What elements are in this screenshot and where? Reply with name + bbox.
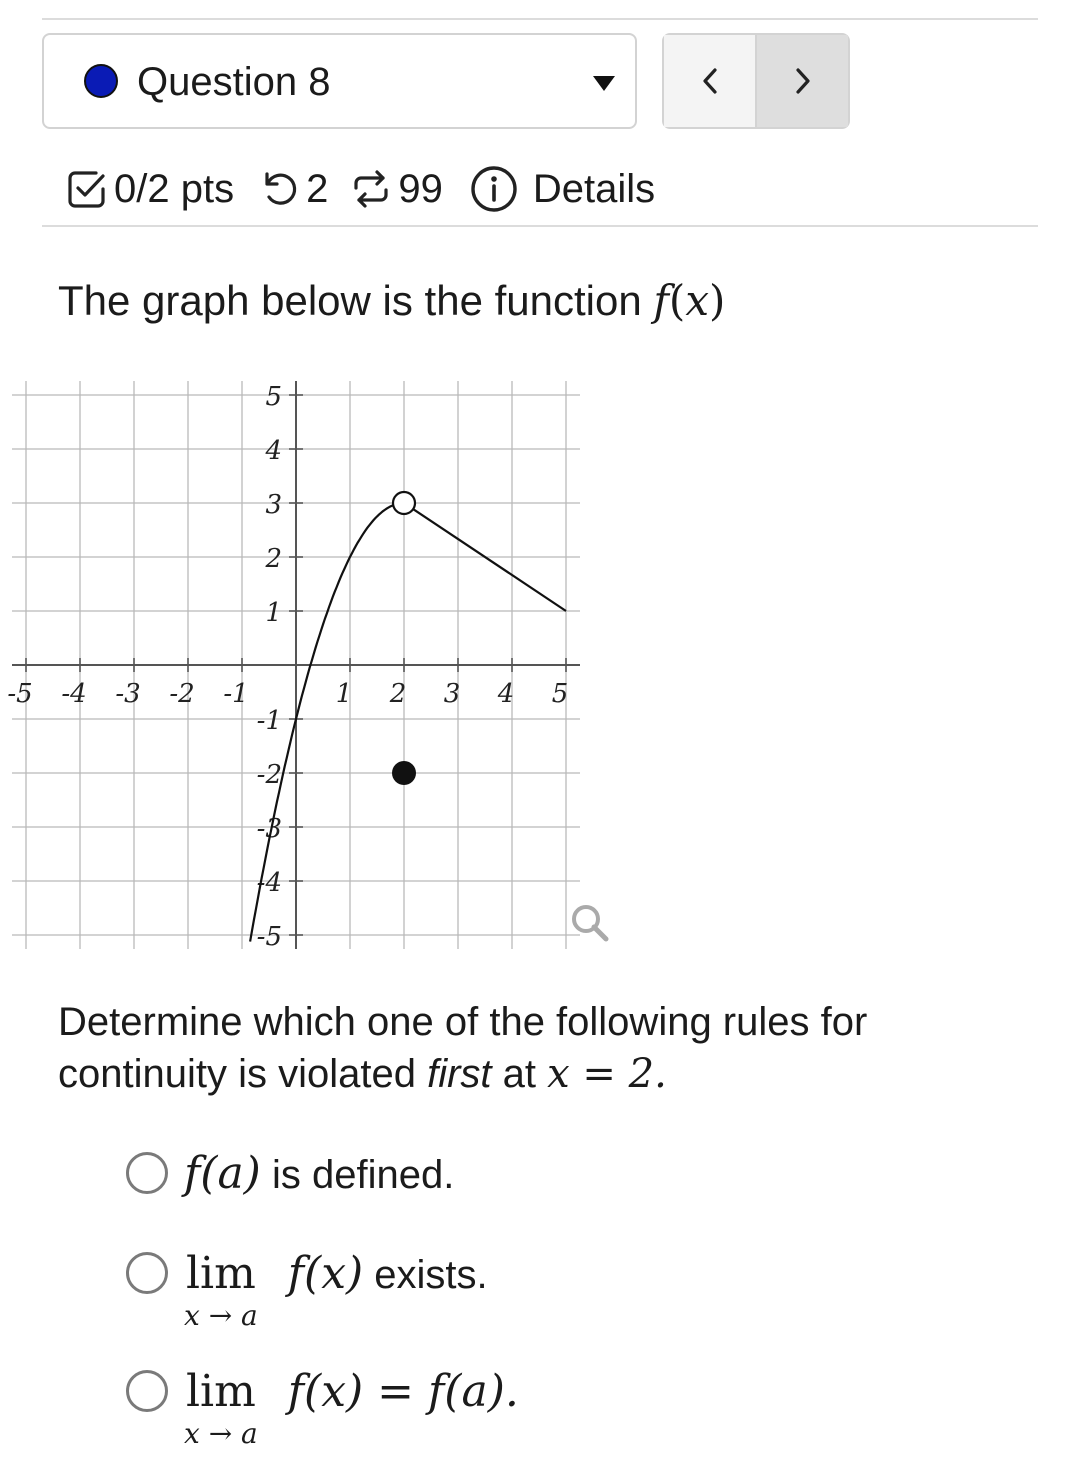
y-tick-label: 1 (265, 598, 282, 628)
option-limit-equals-value[interactable] (126, 1366, 519, 1450)
x-tick-label: 3 (443, 679, 461, 709)
zoom-icon[interactable] (574, 907, 606, 939)
function-graph[interactable] (7, 375, 630, 955)
x-tick-label: 5 (551, 679, 569, 709)
graph-tick-labels (7, 382, 568, 952)
question-prompt: The graph below is the function f(x) (58, 276, 726, 325)
x-tick-label: 1 (335, 679, 353, 709)
open-point (393, 492, 415, 514)
radio-button[interactable] (126, 1252, 168, 1294)
prompt-text: The graph below is the function (58, 277, 654, 324)
prompt-function-name: f (653, 276, 669, 325)
option-1-label: is defined. (260, 1153, 455, 1197)
attempts-icon (350, 168, 392, 210)
x-tick-label: -1 (223, 679, 249, 709)
instructions-emphasis: first (427, 1052, 492, 1096)
instructions (58, 996, 1018, 1100)
chevron-left-icon (698, 65, 722, 97)
top-divider (42, 18, 1038, 20)
limit-word: lim (185, 1248, 256, 1299)
x-tick-label: -5 (7, 679, 33, 709)
y-tick-label: -2 (256, 760, 282, 790)
retries-count: 2 (306, 166, 329, 211)
prompt-variable: x (685, 276, 709, 325)
y-tick-label: 4 (265, 436, 282, 466)
checkbox-icon (66, 168, 108, 210)
question-status-dot (84, 64, 118, 98)
retry-icon (260, 169, 300, 209)
chevron-right-icon (791, 65, 815, 97)
limit-operator (184, 1248, 258, 1332)
instructions-text-after: at (491, 1052, 548, 1096)
option-1-expression: f(a) (184, 1148, 261, 1199)
graph-curves (250, 503, 566, 942)
y-tick-label: 2 (265, 544, 282, 574)
next-question-button[interactable] (757, 35, 848, 127)
instructions-text: Determine which one of the following rules for continuity is violated (58, 1000, 868, 1096)
closed-point (392, 761, 416, 785)
y-tick-label: -3 (256, 814, 282, 844)
x-tick-label: -4 (61, 679, 87, 709)
y-tick-label: -4 (256, 868, 282, 898)
question-meta (66, 162, 655, 216)
option-2-expression: f(x) (287, 1248, 364, 1299)
previous-question-button[interactable] (664, 35, 757, 127)
option-f-defined[interactable] (126, 1148, 454, 1201)
info-icon[interactable] (469, 164, 519, 214)
question-selector[interactable] (42, 33, 637, 129)
limit-operator (184, 1366, 258, 1450)
x-tick-label: 2 (389, 679, 407, 709)
question-title: Question 8 (137, 60, 331, 104)
graph-axes (12, 381, 580, 949)
points-value: 0/2 pts (114, 166, 235, 211)
y-tick-label: 3 (265, 490, 282, 520)
option-3-expression: f(x) = f(a). (287, 1366, 519, 1417)
limit-word: lim (185, 1366, 256, 1417)
x-tick-label: -2 (169, 679, 195, 709)
y-tick-label: 5 (265, 382, 282, 412)
limit-subscript: x → a (184, 1417, 258, 1450)
limit-subscript: x → a (184, 1299, 258, 1332)
caret-down-icon (590, 73, 618, 98)
y-tick-label: -1 (256, 706, 282, 736)
option-limit-exists[interactable] (126, 1248, 488, 1332)
radio-button[interactable] (126, 1370, 168, 1412)
question-nav (662, 33, 850, 129)
x-tick-label: 4 (497, 679, 515, 709)
details-link[interactable]: Details (532, 166, 656, 211)
radio-button[interactable] (126, 1152, 168, 1194)
option-2-label: exists. (363, 1253, 488, 1297)
instructions-equation: x = 2. (547, 1051, 667, 1097)
attempts-count: 99 (398, 166, 443, 211)
meta-divider (42, 225, 1038, 227)
x-tick-label: -3 (115, 679, 141, 709)
y-tick-label: -5 (256, 922, 282, 952)
